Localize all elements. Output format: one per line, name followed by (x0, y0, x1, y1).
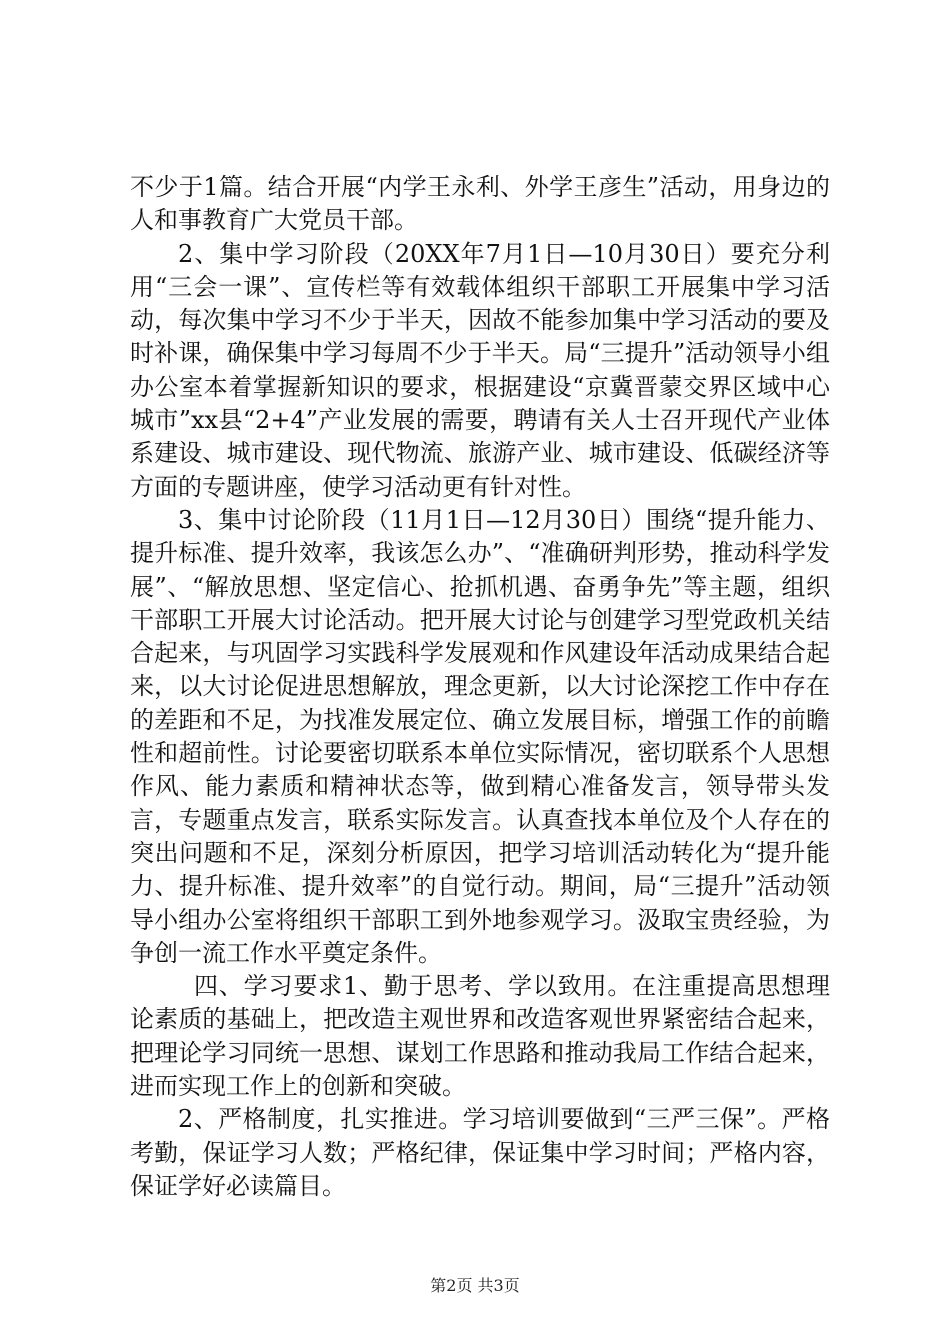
document-body (130, 171, 830, 1203)
paragraph-centralized-discussion: 3、集中讨论阶段（11月1日—12月30日）围绕“提升能力、提升标准、提升效率，我该怎么办”、“准确研判形势，推动科学发展”、“解放思想、坚定信心、抢抓机遇、奋勇争先”等主题，组织干部职工开展大讨论活动。把开展大讨论与创建学习型党政机关结合起来，与巩固学习实践科学发展观和作风建设年活动成果结合起来，以大讨论促进思想解放，理念更新，以大讨论深挖工作中存在的差距和不足，为找准发展定位、确立发展目标，增强工作的前瞻性和超前性。讨论要密切联系本单位实际情况，密切联系个人思想作风、能力素质和精神状态等，做到精心准备发言，领导带头发言，专题重点发言，联系实际发言。认真查找本单位及个人存在的突出问题和不足，深刻分析原因，把学习培训活动转化为“提升能力、提升标准、提升效率”的自觉行动。期间，局“三提升”活动领导小组办公室将组织干部职工到外地参观学习。汲取宝贵经验，为争创一流工作水平奠定条件。 (130, 505, 830, 967)
paragraph-continuation: 不少于1篇。结合开展“内学王永利、外学王彦生”活动，用身边的人和事教育广大党员干部。 (130, 173, 830, 235)
page-number-footer: 第2页 共3页 (430, 1276, 520, 1295)
paragraph-study-requirements: 四、学习要求1、勤于思考、学以致用。在注重提高思想理论素质的基础上，把改造主观世界和改造客观世界紧密结合起来，把理论学习同统一思想、谋划工作思路和推动我局工作结合起来，进而实现工作上的创新和突破。 (130, 972, 830, 1101)
paragraph-strict-system: 2、严格制度，扎实推进。学习培训要做到“三严三保”。严格考勤，保证学习人数；严格纪律，保证集中学习时间；严格内容，保证学好必读篇目。 (130, 1105, 830, 1200)
paragraph-centralized-study: 2、集中学习阶段（20XX年7月1日—10月30日）要充分利用“三会一课”、宣传栏等有效载体组织干部职工开展集中学习活动，每次集中学习不少于半天，因故不能参加集中学习活动的要及时补课，确保集中学习每周不少于半天。局“三提升”活动领导小组办公室本着掌握新知识的要求，根据建设“京冀晋蒙交界区域中心城市”xx县“2+4”产业发展的需要，聘请有关人士召开现代产业体系建设、城市建设、现代物流、旅游产业、城市建设、低碳经济等方面的专题讲座，使学习活动更有针对性。 (130, 239, 830, 501)
